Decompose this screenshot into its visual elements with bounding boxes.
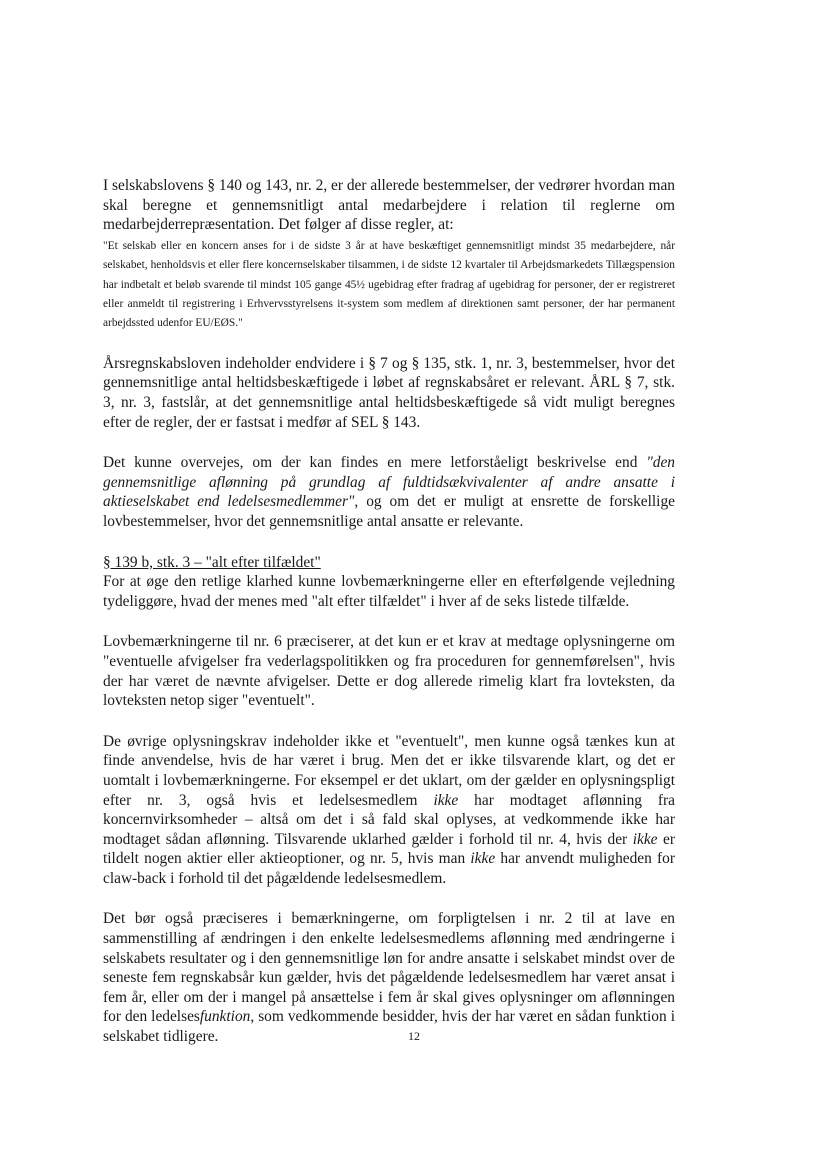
section-heading: § 139 b, stk. 3 – "alt efter tilfældet"	[103, 553, 321, 571]
paragraph-retlige-klarhed: For at øge den retlige klarhed kunne lovbemærkningerne eller en efterfølgende vejledning tydeliggøre, hvad der menes med "alt efter tilfældet" i hver af de seks listede tilfælde.	[103, 573, 675, 610]
document-body	[103, 176, 675, 1047]
paragraph-lovbemaerkningerne: Lovbemærkningerne til nr. 6 præciserer, at det kun er et krav at medtage oplysningerne om "eventuelle afvigelser fra vederlagspolitikken og fra proceduren for gennemførelsen", hvis der har været de nævnte afvigelser. Dette er dog allerede rimelig klart fra lovteksten, da lovteksten netop siger "eventuelt".	[103, 633, 675, 710]
paragraph-intro: I selskabslovens § 140 og 143, nr. 2, er der allerede bestemmelser, der vedrører hvordan man skal beregne et gennemsnitligt antal medarbejdere i relation til reglerne om medarbejderrepræsentation. Det følger af disse regler, at:	[103, 177, 675, 234]
paragraph-oplysningskrav: De øvrige oplysningskrav indeholder ikke et "eventuelt", men kunne også tænkes kun at finde anvendelse, hvis de har været i brug. Men det er ikke tilsvarende klart, og det er uomtalt i lovbemærkningerne. For eksempel er det uklart, om der gælder en oplysningspligt efter nr. 3, også hvis et ledelsesmedlem ikke har modtaget aflønning fra koncernvirksomheder – altså om det i så fald skal oplyses, at vedkommende ikke har modtaget sådan aflønning. Tilsvarende uklarhed gælder i forhold til nr. 4, hvis der ikke er tildelt nogen aktier eller aktieoptioner, og nr. 5, hvis man ikke har anvendt muligheden for claw-back i forhold til det pågældende ledelsesmedlem.	[103, 732, 675, 887]
quoted-regulation: "Et selskab eller en koncern anses for i de sidste 3 år at have beskæftiget gennemsnitligt mindst 35 medarbejdere, når selskabet, henholdsvis et eller flere koncernselskaber tilsammen, i de sidste 12 kvartaler til Arbejdsmarkedets Tillægspension har indbetalt et beløb svarende til mindst 105 gange 45½ ugebidrag efter fradrag af ugebidrag for personer, der er registreret eller anmeldt til registrering i Erhvervsstyrelsens it-system som medlem af direktionen samt personer, der har permanent arbejdssted udenfor EU/EØS."	[103, 239, 675, 330]
paragraph-overvejes: Det kunne overvejes, om der kan findes en mere letforståeligt beskrivelse end "den gennemsnitlige aflønning på grundlag af fuldtidsækvivalenter af andre ansatte i aktieselskabet end ledelsesmedlemmer", og om det er muligt at ensrette de forskellige lovbestemmelser, hvor det gennemsnitlige antal ansatte er relevante.	[103, 454, 675, 530]
page-number: 12	[408, 1029, 420, 1043]
paragraph-praeciseres: Det bør også præciseres i bemærkningerne, om forpligtelsen i nr. 2 til at lave en sammenstilling af ændringen i den enkelte ledelsesmedlems aflønning med ændringerne i selskabets resultater og i den gennemsnitlige løn for andre ansatte i selskabet mindst over de seneste fem regnskabsår kun gælder, hvis det pågældende ledelsesmedlem har været ansat i fem år, eller om der i mangel på ansættelse i fem år skal gives oplysninger om aflønningen for den ledelsesfunktion, som vedkommende besidder, hvis der har været en sådan funktion i selskabet tidligere.	[103, 910, 675, 1046]
paragraph-aarsregnskabsloven: Årsregnskabsloven indeholder endvidere i § 7 og § 135, stk. 1, nr. 3, bestemmelser, hvor det gennemsnitlige antal heltidsbeskæftigede i løbet af regnskabsåret er relevant. ÅRL § 7, stk. 3, nr. 3, fastslår, at det gennemsnitlige antal heltidsbeskæftigede så vidt muligt beregnes efter de regler, der er fastsat i medfør af SEL § 143.	[103, 354, 675, 431]
